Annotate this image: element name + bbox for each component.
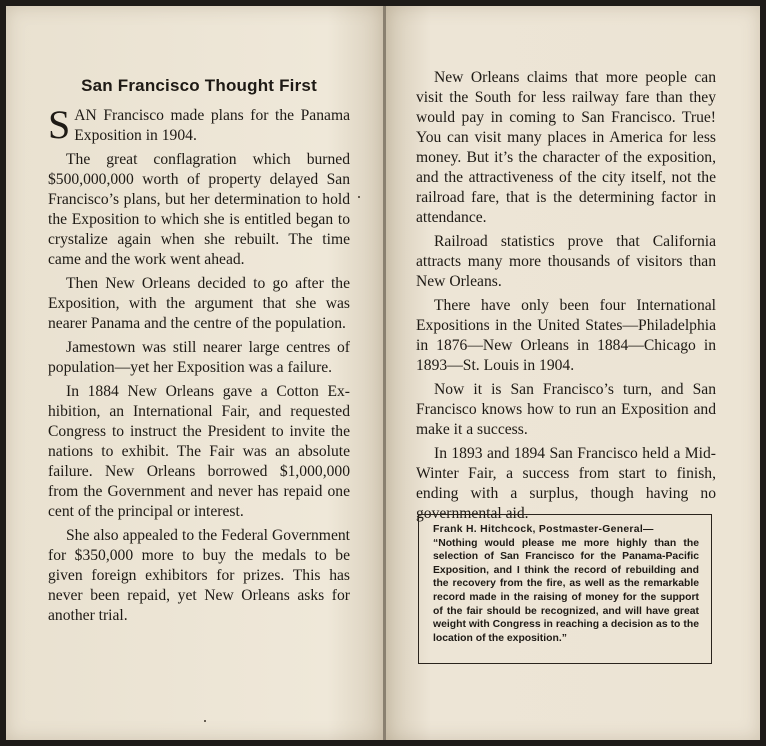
paragraph: Then New Orleans decided to go after the Exposition, with the argument that she was nearer Panama and the centre of the population. — [48, 275, 350, 332]
quote-speaker: Frank H. Hitchcock, Postmaster-General— — [433, 524, 654, 535]
paragraph: In 1893 and 1894 San Francisco held a Mid-Winter Fair, a success from start to finish, ending with a surplus, though having no governmental aid. — [416, 445, 716, 522]
paragraph: Railroad statistics prove that California attracts many more thousands of visitors than New Orleans. — [416, 233, 716, 290]
paper-speck — [358, 196, 360, 198]
paragraph-text: Francisco made plans for the Panama Exposition in 1904. — [74, 107, 350, 144]
quote-text: “Nothing would please me more highly than the selection of San Francisco for the Panama-Pacific Exposition, and I think the record of rebuilding and the recovery from the fire, as well as the remarkable record made in the raising of money for the support of the fair should be recognized, and will have great weight with Congress in reaching a decision as to the location of the exposition.” — [433, 537, 699, 644]
paragraph: There have only been four International Expositions in the United States—Philadelphia in 1876—New Orleans in 1884—Chicago in 1893—St. Louis in 1904. — [416, 297, 716, 374]
first-word-rest: AN — [74, 107, 97, 124]
paragraph — [48, 102, 350, 147]
right-column — [416, 68, 716, 528]
paragraph: In 1884 New Orleans gave a Cotton Exhibition, an International Fair, and requested Congress to instruct the President to invite the nations to exhibit. The Fair was an absolute failure. New Orleans borrowed $1,000,000 from the Government and never has repaid one cent of the principal or interest. — [48, 383, 350, 520]
paragraph: New Orleans claims that more people can visit the South for less railway fare than they would pay in coming to San Francisco. True! You can visit many places in America for less money. But it’s the character of the exposition, and the attractiveness of the city itself, not the railroad fare, that is the determining factor in attendance. — [416, 69, 716, 226]
paragraph: Jamestown was still nearer large centres of population—yet her Exposition was a failure. — [48, 339, 350, 376]
page-title: San Francisco Thought First — [81, 76, 317, 95]
paragraph: She also appealed to the Federal Government for $350,000 more to buy the medals to be given foreign exhibitors for prizes. This has never been repaid, yet New Orleans asks for another trial. — [48, 527, 350, 624]
paragraph: Now it is San Francisco’s turn, and San Francisco knows how to run an Exposition and make it a success. — [416, 381, 716, 438]
paper-speck — [204, 720, 206, 722]
left-column — [48, 76, 350, 630]
quote-box — [418, 514, 712, 664]
paragraph: The great conflagration which burned $500,000,000 worth of property delayed San Francisco’s plans, but her determination to hold the Exposition to which she is entitled began to crystalize again when she rebuilt. The time came and the work went ahead. — [48, 151, 350, 268]
drop-cap: S — [48, 102, 71, 147]
